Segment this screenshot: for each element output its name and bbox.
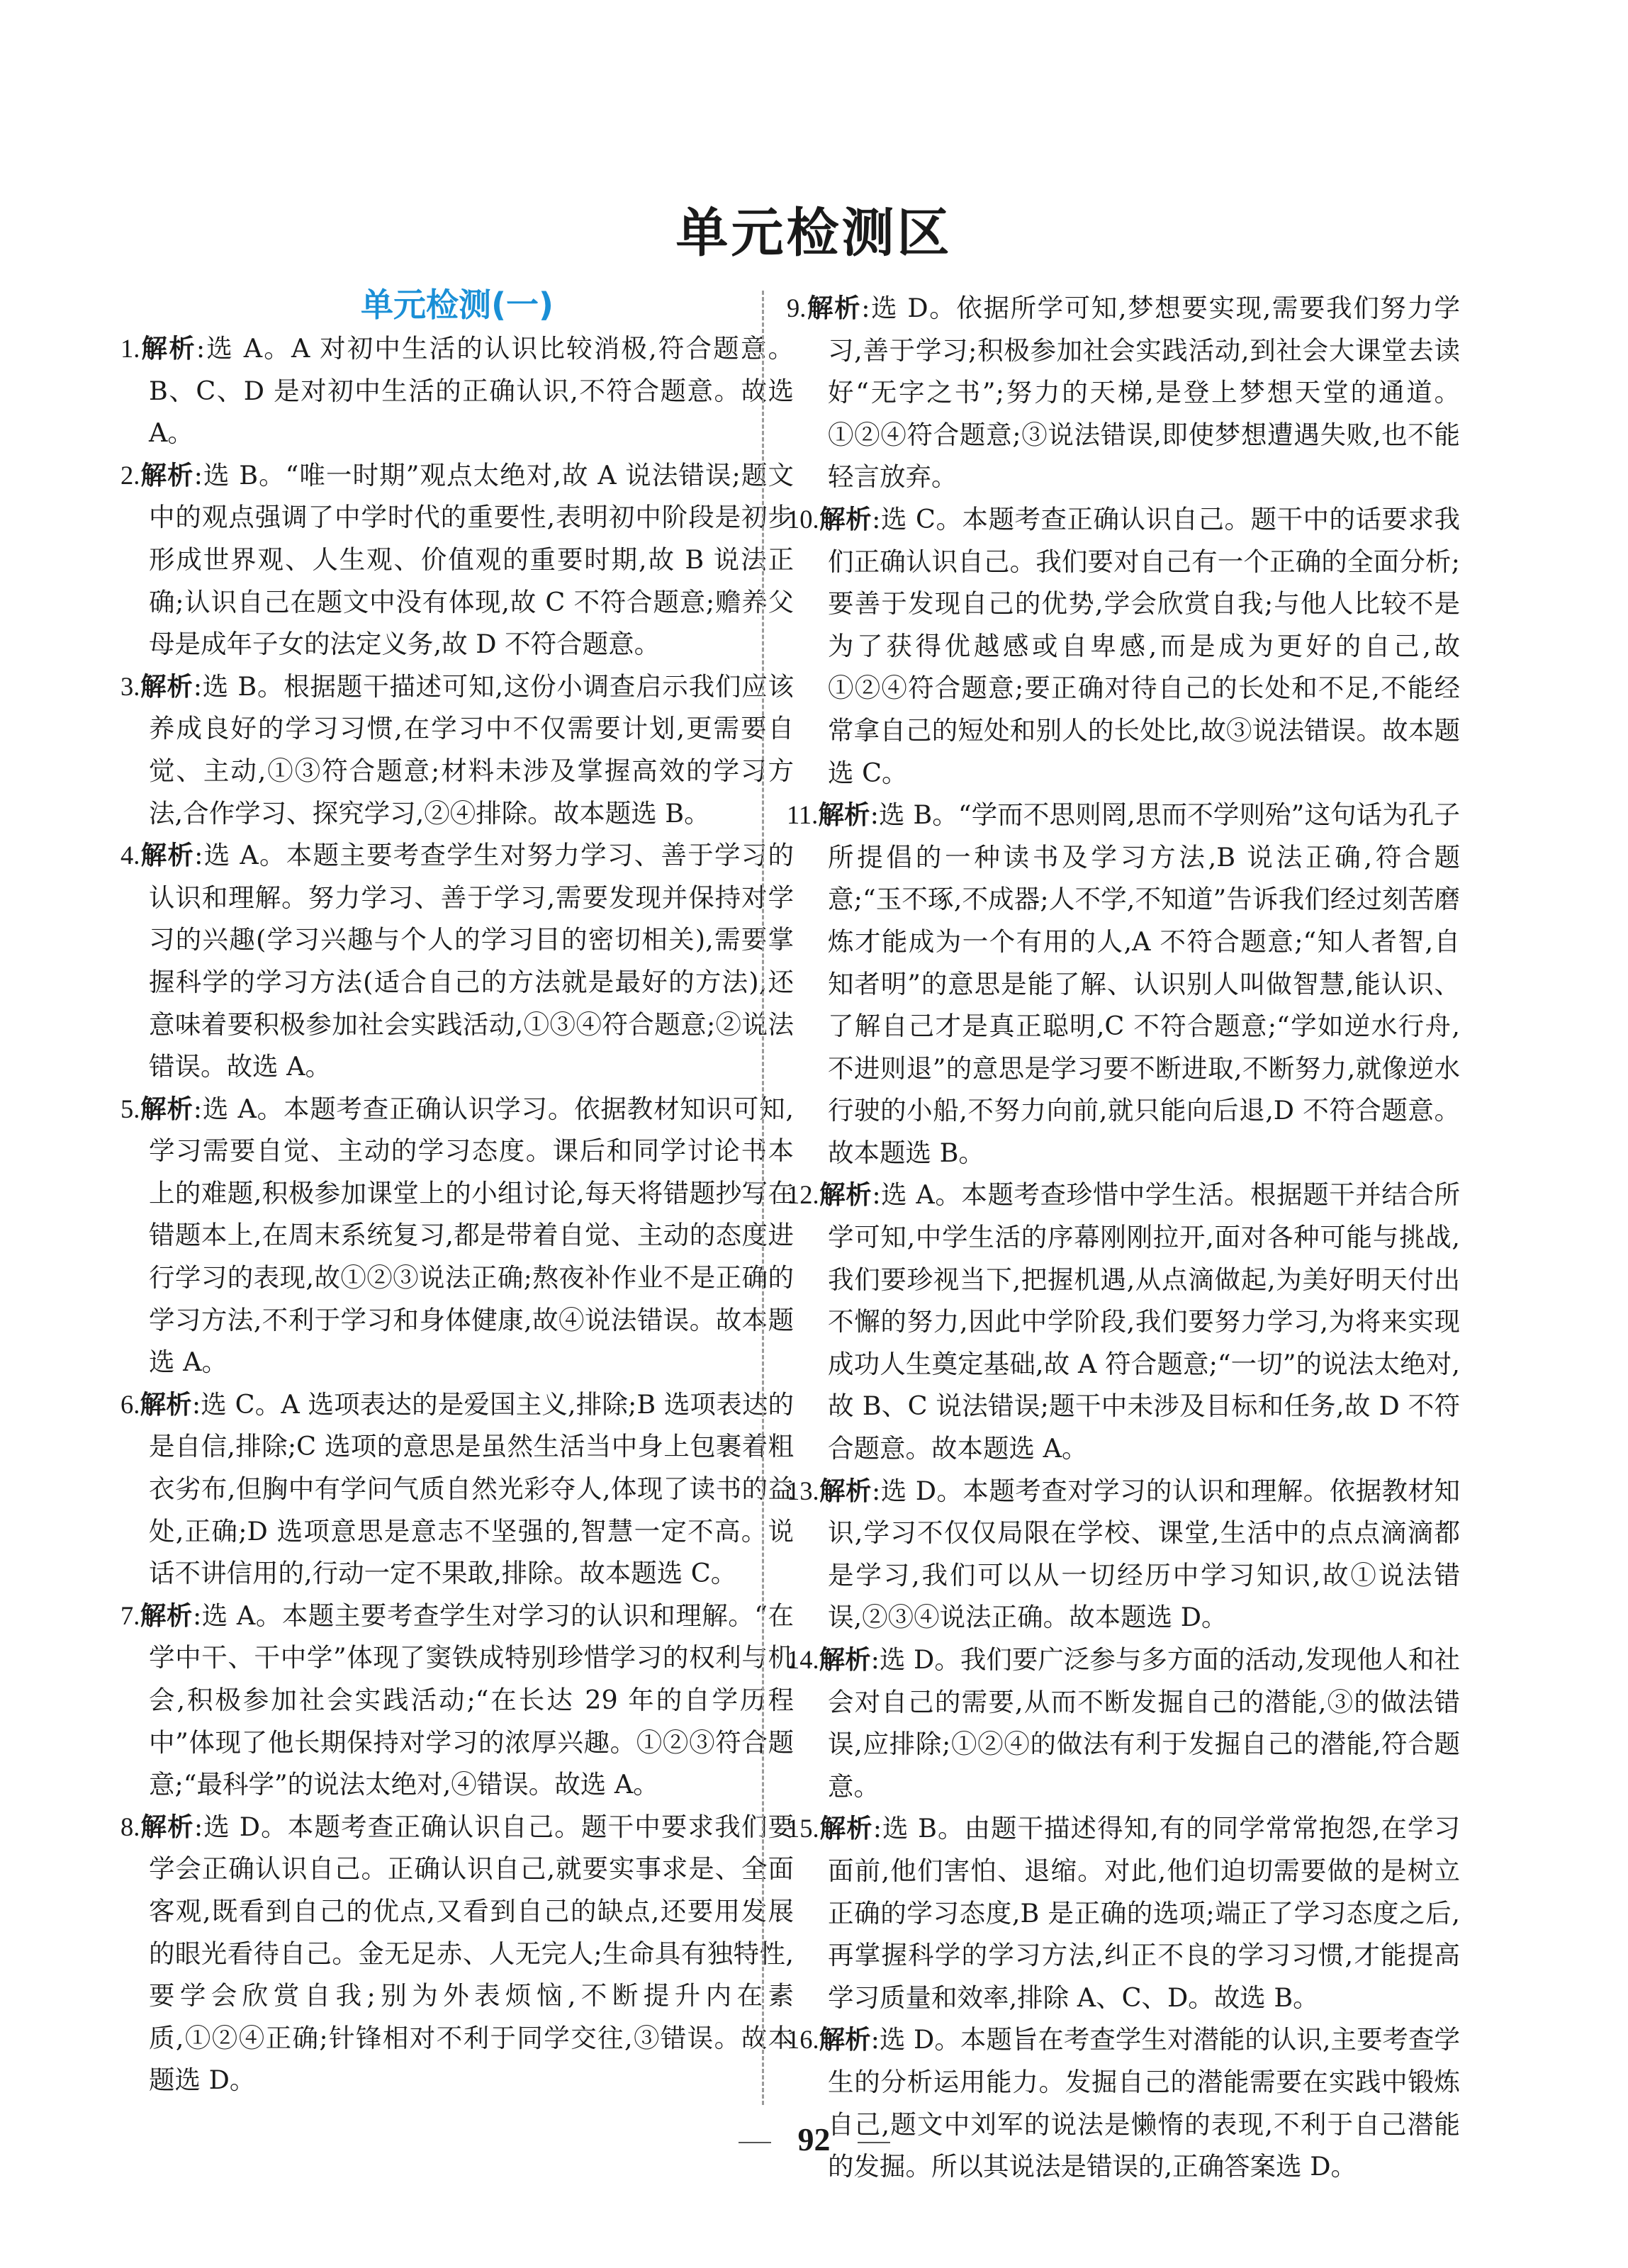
left-column <box>120 284 794 2101</box>
item-label: 解析 <box>819 1475 872 1506</box>
answer-item <box>787 1174 1460 1469</box>
item-label: 解析 <box>819 503 872 534</box>
item-label: 解析 <box>818 799 870 831</box>
answer-item <box>120 1383 794 1595</box>
item-text: :选 D。我们要广泛参与多方面的活动,发现他人和社会对自己的需要,从而不断发掘自己的潜能,③的做法错误,应排除;①②④的做法有利于发掘自己的潜能,符合题意。 <box>828 1644 1460 1802</box>
item-label: 解析 <box>140 1600 193 1631</box>
column-divider <box>762 291 764 2105</box>
item-number: 5. <box>120 1094 140 1123</box>
item-text: :选 A。本题考查正确认识学习。依据教材知识可知,学习需要自觉、主动的学习态度。课后和同学讨论书本上的难题,积极参加课堂上的小组讨论,每天将错题抄写在错题本上,在周末系统复习,都是带着自觉、主动的态度进行学习的表现,故①②③说法正确;熬夜补作业不是正确的学习方法,不利于学习和身体健康,故④说法错误。故本题选 A。 <box>149 1093 794 1378</box>
answer-item <box>787 2019 1460 2187</box>
page-number: 92 <box>797 2121 831 2157</box>
item-label: 解析 <box>140 1093 193 1124</box>
item-text: :选 B。“学而不思则罔,思而不学则殆”这句话为孔子所提倡的一种读书及学习方法,B 说法正确,符合题意;“玉不琢,不成器;人不学,不知道”告诉我们经过刻苦磨炼才能成为一个有用的人,A 不符合题意;“知人者智,自知者明”的意思是能了解、认识别人叫做智慧,能认识、了解自己才是真正聪明,C 不符合题意;“学如逆水行舟,不进则退”的意思是学习要不断进取,不断努力,就像逆水行驶的小船,不努力向前,就只能向后退,D 不符合题意。故本题选 B。 <box>828 799 1460 1168</box>
section-title: 单元检测(一) <box>360 286 554 324</box>
page-title: 单元检测区 <box>675 203 953 264</box>
item-number: 6. <box>120 1389 140 1419</box>
item-label: 解析 <box>140 333 196 364</box>
item-number: 10. <box>787 504 819 534</box>
right-column <box>787 287 1460 2188</box>
answer-item <box>120 327 794 454</box>
item-label: 解析 <box>140 670 193 702</box>
answer-item <box>120 666 794 834</box>
item-number: 12. <box>787 1180 819 1210</box>
item-number: 11. <box>787 800 819 830</box>
item-text: :选 A。本题考查珍惜中学生活。根据题干并结合所学可知,中学生活的序幕刚刚拉开,面对各种可能与挑战,我们要珍视当下,把握机遇,从点滴做起,为美好明天付出不懈的努力,因此中学阶段,我们要努力学习,为将来实现成功人生奠定基础,故 A 符合题意;“一切”的说法太绝对,故 B、C 说法错误;题干中未涉及目标和任务,故 D 不符合题意。故本题选 A。 <box>828 1179 1460 1464</box>
answer-item <box>787 1639 1460 1807</box>
item-text: :选 A。本题主要考查学生对努力学习、善于学习的认识和理解。努力学习、善于学习,需要发现并保持对学习的兴趣(学习兴趣与个人的学习目的密切相关),需要掌握科学的学习方法(适合自己的方法就是最好的方法),还意味着要积极参加社会实践活动,①③④符合题意;②说法错误。故选 A。 <box>149 840 794 1082</box>
item-label: 解析 <box>140 1811 194 1842</box>
item-label: 解析 <box>819 1179 872 1211</box>
footer-dash-left <box>739 2142 771 2143</box>
answer-item <box>120 1806 794 2101</box>
item-number: 7. <box>120 1600 140 1630</box>
item-label: 解析 <box>806 293 862 323</box>
answer-item <box>120 1595 794 1806</box>
footer-dash-right <box>858 2142 890 2143</box>
item-text: :选 D。本题旨在考查学生对潜能的认识,主要考查学生的分析运用能力。发掘自己的潜能需要在实践中锻炼自己,题文中刘军的说法是懒惰的表现,不利于自己潜能的发掘。所以其说法是错误的,正确答案选 D。 <box>828 2024 1460 2182</box>
item-number: 3. <box>120 671 140 701</box>
answer-item <box>120 1088 794 1383</box>
item-label: 解析 <box>819 1644 871 1675</box>
item-text: :选 C。本题考查正确认识自己。题干中的话要求我们正确认识自己。我们要对自己有一个正确的全面分析;要善于发现自己的优势,学会欣赏自我;与他人比较不是为了获得优越感或自卑感,而是成为更好的自己,故①②④符合题意;要正确对待自己的长处和不足,不能经常拿自己的短处和别人的长处比,故③说法错误。故本题选 C。 <box>828 503 1461 788</box>
item-text: :选 D。依据所学可知,梦想要实现,需要我们努力学习,善于学习;积极参加社会实践活动,到社会大课堂去读好“无字之书”;努力的天梯,是登上梦想天堂的通道。①②④符合题意;③说法错误,即使梦想遭遇失败,也不能轻言放弃。 <box>828 293 1461 493</box>
item-number: 14. <box>787 1645 819 1674</box>
item-text: :选 D。本题考查对学习的认识和理解。依据教材知识,学习不仅仅局限在学校、课堂,生活中的点点滴滴都是学习,我们可以从一切经历中学习知识,故①说法错误,②③④说法正确。故本题选 D。 <box>828 1475 1461 1633</box>
answer-item <box>787 1807 1460 2019</box>
answer-item <box>120 834 794 1088</box>
answer-item <box>120 454 794 666</box>
item-label: 解析 <box>819 1813 873 1844</box>
item-text: :选 B。根据题干描述可知,这份小调查启示我们应该养成良好的学习习惯,在学习中不仅需要计划,更需要自觉、主动,①③符合题意;材料未涉及掌握高效的学习方法,合作学习、探究学习,②④排除。故本题选 B。 <box>149 670 794 829</box>
item-number: 1. <box>120 334 140 363</box>
item-text: :选 C。A 选项表达的是爱国主义,排除;B 选项表达的是自信,排除;C 选项的意思是虽然生活当中身上包裹着粗衣劣布,但胸中有学问气质自然光彩夺人,体现了读书的益处,正确;D 选项意思是意志不坚强的,智慧一定不高。说话不讲信用的,行动一定不果敢,排除。故本题选 C。 <box>149 1388 794 1589</box>
answer-item <box>787 794 1460 1174</box>
answer-item <box>787 1470 1460 1639</box>
answer-item <box>787 498 1460 794</box>
item-number: 9. <box>787 293 807 322</box>
item-number: 13. <box>787 1476 819 1505</box>
item-number: 15. <box>787 1814 819 1843</box>
item-label: 解析 <box>819 2024 871 2055</box>
item-text: :选 A。A 对初中生活的认识比较消极,符合题意。B、C、D 是对初中生活的正确认识,不符合题意。故选 A。 <box>149 333 794 449</box>
item-number: 4. <box>120 841 140 870</box>
item-label: 解析 <box>140 840 195 871</box>
item-text: :选 B。“唯一时期”观点太绝对,故 A 说法错误;题文中的观点强调了中学时代的重要性,表明初中阶段是初步形成世界观、人生观、价值观的重要时期,故 B 说法正确;认识自己在题文中没有体现,故 C 不符合题意;赡养父母是成年子女的法定义务,故 D 不符合题意。 <box>149 459 794 660</box>
item-number: 16. <box>787 2025 819 2055</box>
item-text: :选 B。由题干描述得知,有的同学常常抱怨,在学习面前,他们害怕、退缩。对此,他们迫切需要做的是树立正确的学习态度,B 是正确的选项;端正了学习态度之后,再掌握科学的学习方法,纠正不良的学习习惯,才能提高学习质量和效率,排除 A、C、D。故选 B。 <box>828 1813 1461 2013</box>
item-text: :选 A。本题主要考查学生对学习的认识和理解。“在学中干、干中学”体现了窦铁成特别珍惜学习的权利与机会,积极参加社会实践活动;“在长达 29 年的自学历程中”体现了他长期保持对学习的浓厚兴趣。①②③符合题意;“最科学”的说法太绝对,④错误。故选 A。 <box>149 1600 794 1800</box>
item-label: 解析 <box>140 459 194 490</box>
item-label: 解析 <box>140 1388 192 1420</box>
page-number-footer <box>0 2121 1628 2158</box>
item-number: 8. <box>120 1812 140 1841</box>
item-number: 2. <box>120 460 140 490</box>
item-text: :选 D。本题考查正确认识自己。题干中要求我们要学会正确认识自己。正确认识自己,就要实事求是、全面客观,既看到自己的优点,又看到自己的缺点,还要用发展的眼光看待自己。金无足赤、人无完人;生命具有独特性,要学会欣赏自我;别为外表烦恼,不断提升内在素质,①②④正确;针锋相对不利于同学交往,③错误。故本题选 D。 <box>149 1811 795 2096</box>
answer-item <box>787 287 1460 498</box>
